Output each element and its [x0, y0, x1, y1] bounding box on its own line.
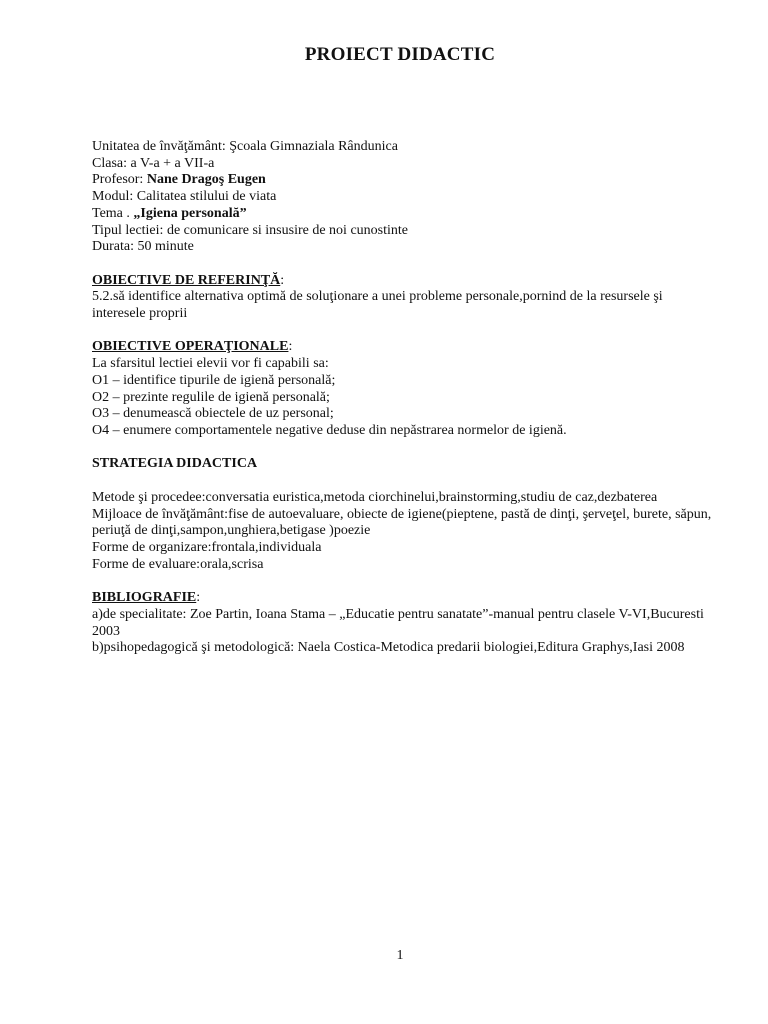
objective-item: O3 – denumească obiectele de uz personal;: [92, 406, 334, 422]
clasa-label: Clasa:: [92, 155, 131, 171]
page-number: 1: [396, 948, 404, 963]
obiective-operationale-colon: :: [288, 339, 293, 355]
clasa-value: a V-a + a VII-a: [130, 155, 215, 171]
modul-label: Modul:: [92, 189, 137, 205]
tema-label: Tema .: [92, 205, 134, 221]
bibliografie-heading: BIBLIOGRAFIE: [92, 590, 197, 606]
profesor-value: Nane Dragoş Eugen: [146, 172, 266, 188]
tipul-value: de comunicare si insusire de noi cunostinte: [166, 222, 408, 238]
obiective-referinta-heading-row: [92, 273, 717, 290]
unitatea-label: Unitatea de învăţământ:: [92, 139, 230, 154]
info-tipul: [92, 223, 717, 240]
strategia-heading: STRATEGIA DIDACTICA: [92, 456, 258, 472]
strategia-forme-evaluare: Forme de evaluare:orala,scrisa: [92, 556, 264, 572]
modul-value: Calitatea stilului de viata: [136, 189, 277, 205]
bibliografie-colon: :: [196, 590, 201, 606]
info-unitatea: [92, 139, 717, 156]
info-profesor: [92, 172, 717, 189]
obiective-referinta-heading: OBIECTIVE DE REFERINŢĂ: [92, 272, 281, 288]
obiective-referinta-text: 5.2.să identifice alternativa optimă de soluţionare a unei probleme personale,pornind de la resursele şi interesele proprii: [92, 289, 663, 322]
page-title: PROIECT DIDACTIC: [304, 44, 496, 65]
tema-value: „Igiena personală”: [133, 205, 247, 221]
strategia-mijloace: Mijloace de învăţământ:fise de autoevaluare, obiecte de igiene(pieptene, pastă de dinţi, şerveţel, burete, săpun, periuţă de dinţi,sampon,unghiera,betigase )poezie: [92, 506, 712, 539]
bibliografie-b: b)psihopedagogică şi metodologică: Naela Costica-Metodica predarii biologiei,Editura Graphys,Iasi 2008: [92, 640, 685, 656]
durata-label: Durata:: [92, 239, 138, 255]
bibliografie-heading-row: [92, 590, 717, 607]
unitatea-value: Şcoala Gimnaziala Rândunica: [229, 139, 398, 154]
objective-item: O1 – identifice tipurile de igienă personală;: [92, 372, 336, 388]
bibliografie-a: a)de specialitate: Zoe Partin, Ioana Stama – „Educatie pentru sanatate”-manual pentru clasele V-VI,Bucuresti 2003: [92, 606, 704, 639]
info-durata: [92, 239, 717, 256]
obiective-operationale-intro: La sfarsitul lectiei elevii vor fi capabili sa:: [92, 356, 329, 372]
strategia-metode: Metode şi procedee:conversatia euristica,metoda ciorchinelui,brainstorming,studiu de caz,dezbaterea: [92, 490, 658, 506]
info-clasa: [92, 156, 717, 173]
profesor-label: Profesor:: [92, 172, 147, 188]
obiective-operationale-heading: OBIECTIVE OPERAŢIONALE: [92, 339, 289, 355]
obiective-referinta-colon: :: [280, 272, 285, 288]
tipul-label: Tipul lectiei:: [92, 222, 167, 238]
obiective-operationale-heading-row: [92, 339, 717, 356]
strategia-forme-organizare: Forme de organizare:frontala,individuala: [92, 540, 322, 556]
info-modul: [92, 189, 717, 206]
durata-value: 50 minute: [137, 239, 194, 255]
info-tema: [92, 206, 717, 223]
document-body: [92, 139, 717, 657]
objective-item: O2 – prezinte regulile de igienă personală;: [92, 389, 330, 405]
objective-item: O4 – enumere comportamentele negative deduse din nepăstrarea normelor de igienă.: [92, 422, 567, 438]
